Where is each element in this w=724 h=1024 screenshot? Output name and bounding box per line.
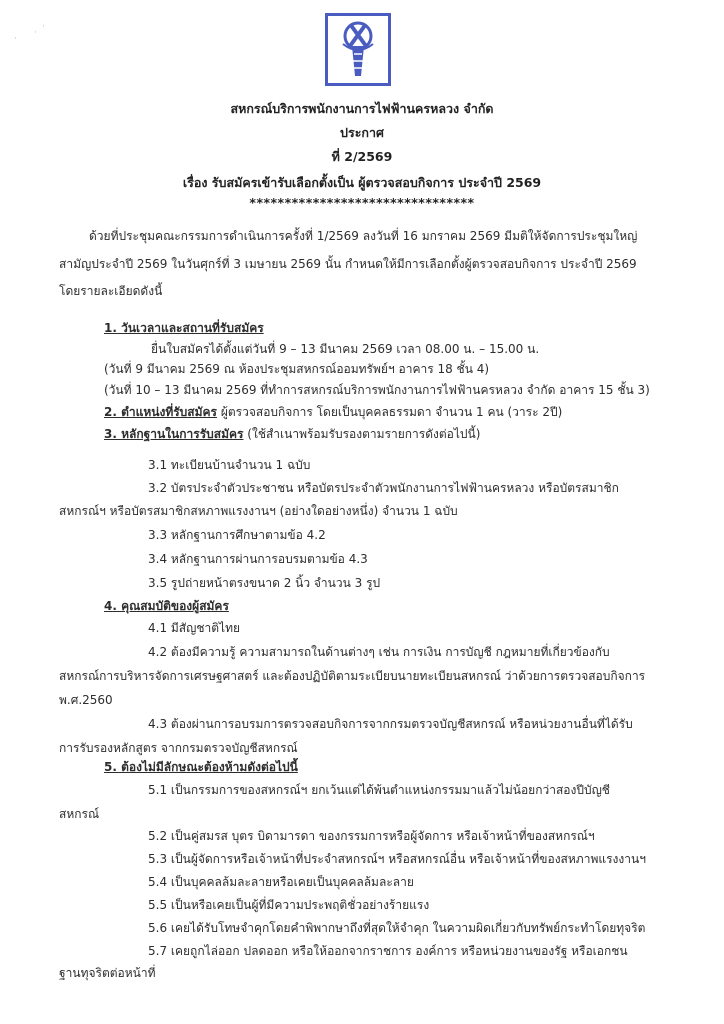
section-5-heading: 5. ต้องไม่มีลักษณะต้องห้ามดังต่อไปนี้ [104, 760, 298, 774]
scan-speck: · [34, 28, 37, 38]
section-3-item: 3.5 รูปถ่ายหน้าตรงขนาด 2 นิ้ว จำนวน 3 รูป [148, 576, 381, 590]
scan-speck: · [42, 22, 45, 32]
section-3-text: (ใช้สำเนาพร้อมรับรองตามรายการดังต่อไปนี้) [243, 427, 481, 441]
section-5-item: 5.1 เป็นกรรมการของสหกรณ์ฯ ยกเว้นแต่ได้พ้นตำแหน่งกรรมมาแล้วไม่น้อยกว่าสองปีบัญชี [148, 783, 610, 797]
announcement-title: ประกาศ [340, 125, 384, 140]
section-1-line: ยื่นใบสมัครได้ตั้งแต่วันที่ 9 – 13 มีนาคม 2569 เวลา 08.00 น. – 15.00 น. [151, 342, 540, 356]
section-5-item: ฐานทุจริตต่อหน้าที่ [59, 966, 156, 980]
section-4-heading: 4. คุณสมบัติของผู้สมัคร [104, 599, 229, 613]
organization-name: สหกรณ์บริการพนักงานการไฟฟ้านครหลวง จำกัด [230, 101, 494, 116]
section-3-line [104, 426, 480, 442]
section-5-item: 5.2 เป็นคู่สมรส บุตร บิดามารดา ของกรรมการหรือผู้จัดการ หรือเจ้าหน้าที่ของสหกรณ์ฯ [148, 829, 595, 843]
section-3-item: 3.2 บัตรประจำตัวประชาชน หรือบัตรประจำตัวพนักงานการไฟฟ้านครหลวง หรือบัตรสมาชิก [148, 481, 619, 495]
section-4-item: 4.1 มีสัญชาติไทย [148, 621, 241, 635]
section-5-item: 5.3 เป็นผู้จัดการหรือเจ้าหน้าที่ประจำสหกรณ์ฯ หรือสหกรณ์อื่น หรือเจ้าหน้าที่ของสหภาพแรงงานฯ [148, 852, 646, 866]
section-3-item: 3.4 หลักฐานการผ่านการอบรมตามข้อ 4.3 [148, 552, 368, 566]
section-5-item: 5.6 เคยได้รับโทษจำคุกโดยคำพิพากษาถึงที่สุดให้จำคุก ในความผิดเกี่ยวกับทรัพย์กระทำโดยทุจริต [148, 921, 646, 935]
section-5-item: 5.7 เคยถูกไล่ออก ปลดออก หรือให้ออกจากราชการ องค์การ หรือหน่วยงานของรัฐ หรือเอกชน [148, 944, 628, 958]
section-5-item: 5.5 เป็นหรือเคยเป็นผู้ที่มีความประพฤติชั่วอย่างร้ายแรง [148, 898, 430, 912]
section-3-item: 3.1 ทะเบียนบ้านจำนวน 1 ฉบับ [148, 458, 311, 472]
section-1-line: (วันที่ 9 มีนาคม 2569 ณ ห้องประชุมสหกรณ์ออมทรัพย์ฯ อาคาร 18 ชั้น 4) [104, 362, 490, 376]
section-1-heading: 1. วันเวลาและสถานที่รับสมัคร [104, 321, 264, 335]
intro-line: โดยรายละเอียดดังนี้ [59, 284, 163, 298]
scan-speck: · [14, 34, 17, 44]
section-3-item: สหกรณ์ฯ หรือบัตรสมาชิกสหภาพแรงงานฯ (อย่างใดอย่างหนึ่ง) จำนวน 1 ฉบับ [59, 504, 458, 518]
section-3-heading: 3. หลักฐานในการรับสมัคร [104, 427, 244, 441]
section-4-item: สหกรณ์การบริหารจัดการเศรษฐศาสตร์ และต้องปฏิบัติตามระเบียบนายทะเบียนสหกรณ์ ว่าด้วยการตรวจสอบกิจการ [59, 669, 646, 683]
organization-logo [325, 13, 391, 86]
section-3-item: 3.3 หลักฐานการศึกษาตามข้อ 4.2 [148, 528, 326, 542]
section-2-line [104, 404, 562, 420]
intro-line: ด้วยที่ประชุมคณะกรรมการดำเนินการครั้งที่ 1/2569 ลงวันที่ 16 มกราคม 2569 มีมติให้จัดการประชุมใหญ่ [89, 229, 638, 243]
section-4-item: การรับรองหลักสูตร จากกรมตรวจบัญชีสหกรณ์ [59, 741, 298, 755]
section-2-text: ผู้ตรวจสอบกิจการ โดยเป็นบุคคลธรรมดา จำนวน 1 คน (วาระ 2ปี) [217, 405, 563, 419]
intro-line: สามัญประจำปี 2569 ในวันศุกร์ที่ 3 เมษายน 2569 นั้น กำหนดให้มีการเลือกตั้งผู้ตรวจสอบกิจการ ประจำปี 2569 [59, 257, 637, 271]
section-4-item: พ.ศ.2560 [59, 693, 113, 707]
section-4-item: 4.2 ต้องมีความรู้ ความสามารถในด้านต่างๆ เช่น การเงิน การบัญชี กฎหมายที่เกี่ยวข้องกับ [148, 645, 610, 659]
section-2-heading: 2. ตำแหน่งที่รับสมัคร [104, 405, 218, 419]
section-4-item: 4.3 ต้องผ่านการอบรมการตรวจสอบกิจการจากกรมตรวจบัญชีสหกรณ์ หรือหน่วยงานอื่นที่ได้รับ [148, 717, 633, 731]
announcement-number: ที่ 2/2569 [331, 149, 393, 164]
separator-stars: ******************************** [249, 195, 475, 210]
section-1-line: (วันที่ 10 – 13 มีนาคม 2569 ที่ทำการสหกรณ์บริการพนักงานการไฟฟ้านครหลวง จำกัด อาคาร 15 ชั้น 3) [104, 383, 650, 397]
section-5-item: สหกรณ์ [59, 807, 100, 821]
announcement-subject: เรื่อง รับสมัครเข้ารับเลือกตั้งเป็น ผู้ตรวจสอบกิจการ ประจำปี 2569 [182, 175, 542, 190]
section-5-item: 5.4 เป็นบุคคลล้มละลายหรือเคยเป็นบุคคลล้มละลาย [148, 875, 414, 889]
